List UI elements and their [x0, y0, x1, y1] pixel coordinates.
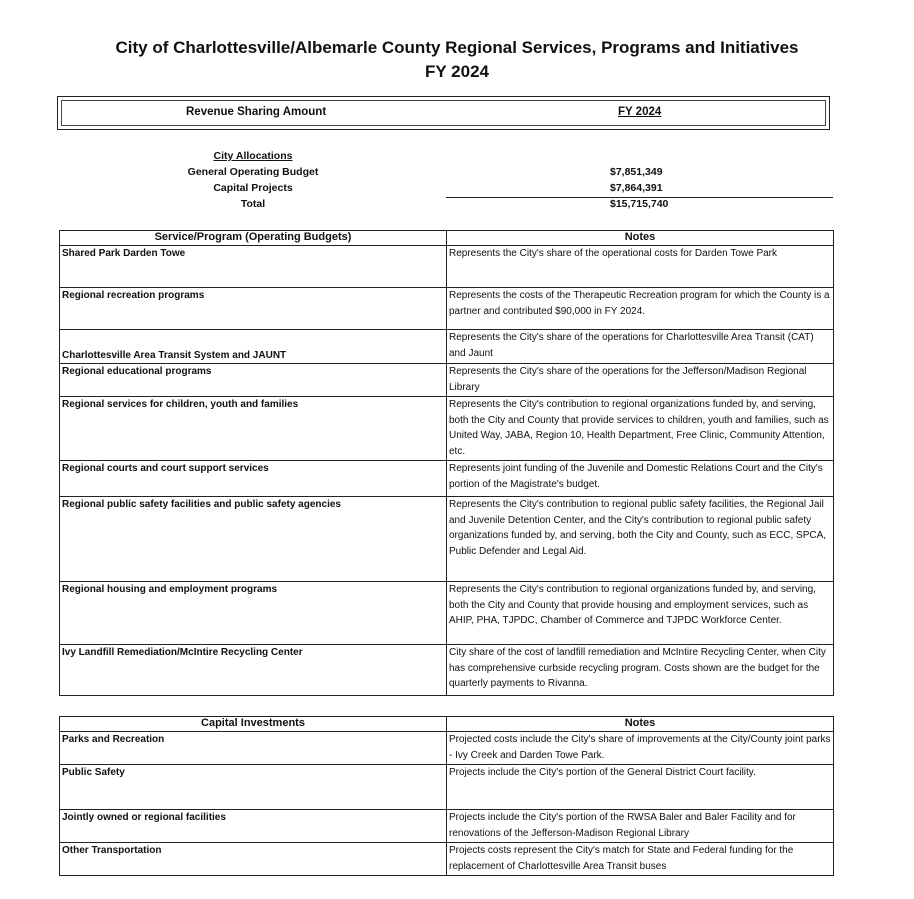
- note-cell: Projects include the City's portion of the RWSA Baler and Baler Facility and for renovations of the Jefferson-Madison Regional Library: [447, 810, 834, 843]
- table-row: [60, 330, 834, 364]
- table-row: [60, 397, 834, 461]
- note-cell: Represents the City's contribution to regional organizations funded by, and serving, both the City and County that provide services to children, youth and families, such as United Way, JABA, Region 10, Health Department, Free Clinic, Community Attention, etc.: [447, 397, 834, 461]
- table-row: [60, 765, 834, 810]
- table-header-row: [60, 717, 834, 732]
- service-cell: Parks and Recreation: [60, 732, 447, 765]
- table-row: [60, 246, 834, 288]
- capital-investments-table: [59, 716, 834, 876]
- table-header-row: [60, 231, 834, 246]
- note-cell: Represents the City's share of the operational costs for Darden Towe Park: [447, 246, 834, 288]
- service-cell: Regional services for children, youth and families: [60, 397, 447, 461]
- page-title: City of Charlottesville/Albemarle County Regional Services, Programs and Initiatives: [115, 38, 799, 57]
- note-cell: Projects include the City's portion of the General District Court facility.: [447, 765, 834, 810]
- service-cell: Regional recreation programs: [60, 288, 447, 330]
- service-cell: Shared Park Darden Towe: [60, 246, 447, 288]
- revenue-sharing-header: [57, 96, 830, 130]
- col-header-notes: Notes: [447, 231, 834, 246]
- page-subtitle: FY 2024: [425, 62, 489, 81]
- service-cell: Other Transportation: [60, 843, 447, 876]
- table-row: [60, 582, 834, 645]
- table-row: [60, 461, 834, 497]
- note-cell: Represents the City's share of the operations for the Jefferson/Madison Regional Library: [447, 364, 834, 397]
- revenue-inner-border: [61, 100, 826, 126]
- col-header-notes: Notes: [447, 717, 834, 732]
- table-row: [60, 843, 834, 876]
- table-row: [60, 288, 834, 330]
- col-header-capital: Capital Investments: [60, 717, 447, 732]
- note-cell: City share of the cost of landfill remediation and McIntire Recycling Center, when City has comprehensive curbside recycling program. Costs shown are the budget for the quarterly payments to Rivanna.: [447, 645, 834, 696]
- operating-budgets-table: [59, 230, 834, 696]
- note-cell: Represents joint funding of the Juvenile and Domestic Relations Court and the City's portion of the Magistrate's budget.: [447, 461, 834, 497]
- note-cell: Represents the City's share of the operations for Charlottesville Area Transit (CAT) and Jaunt: [447, 330, 834, 364]
- note-cell: Represents the City's contribution to regional organizations funded by, and serving, both the City and County that provide housing and employment services, such as AHIP, PHA, TJPDC, Chamber of Commerce and TJPDC Workforce Center.: [447, 582, 834, 645]
- allocations-heading: City Allocations: [213, 150, 293, 162]
- service-cell: Ivy Landfill Remediation/McIntire Recycling Center: [60, 645, 447, 696]
- service-cell: Regional courts and court support services: [60, 461, 447, 497]
- service-cell: Public Safety: [60, 765, 447, 810]
- note-cell: Projected costs include the City's share of improvements at the City/County joint parks - Ivy Creek and Darden Towe Park.: [447, 732, 834, 765]
- allocation-label-capital: Capital Projects: [213, 182, 293, 194]
- table-row: [60, 732, 834, 765]
- service-cell: Jointly owned or regional facilities: [60, 810, 447, 843]
- revenue-fy: FY 2024: [618, 106, 662, 118]
- table-row: [60, 497, 834, 582]
- service-cell: Charlottesville Area Transit System and JAUNT: [60, 330, 447, 364]
- service-cell: Regional educational programs: [60, 364, 447, 397]
- revenue-label: Revenue Sharing Amount: [186, 106, 327, 118]
- allocation-label-operating: General Operating Budget: [187, 166, 319, 178]
- note-cell: Projects costs represent the City's match for State and Federal funding for the replacement of Charlottesville Area Transit buses: [447, 843, 834, 876]
- allocation-value-total: $15,715,740: [610, 198, 669, 210]
- service-cell: Regional housing and employment programs: [60, 582, 447, 645]
- table-row: [60, 645, 834, 696]
- col-header-service: Service/Program (Operating Budgets): [60, 231, 447, 246]
- table-row: [60, 364, 834, 397]
- allocation-value-capital: $7,864,391: [610, 182, 663, 194]
- service-cell: Regional public safety facilities and public safety agencies: [60, 497, 447, 582]
- table-row: [60, 810, 834, 843]
- note-cell: Represents the costs of the Therapeutic Recreation program for which the County is a partner and contributed $90,000 in FY 2024.: [447, 288, 834, 330]
- allocation-label-total: Total: [240, 198, 266, 210]
- note-cell: Represents the City's contribution to regional public safety facilities, the Regional Jail and Juvenile Detention Center, and the City's contribution to regional public safety organizations funded by, and serving, both the City and County, such as ECC, SPCA, Public Defender and Legal Aid.: [447, 497, 834, 582]
- allocation-value-operating: $7,851,349: [610, 166, 663, 178]
